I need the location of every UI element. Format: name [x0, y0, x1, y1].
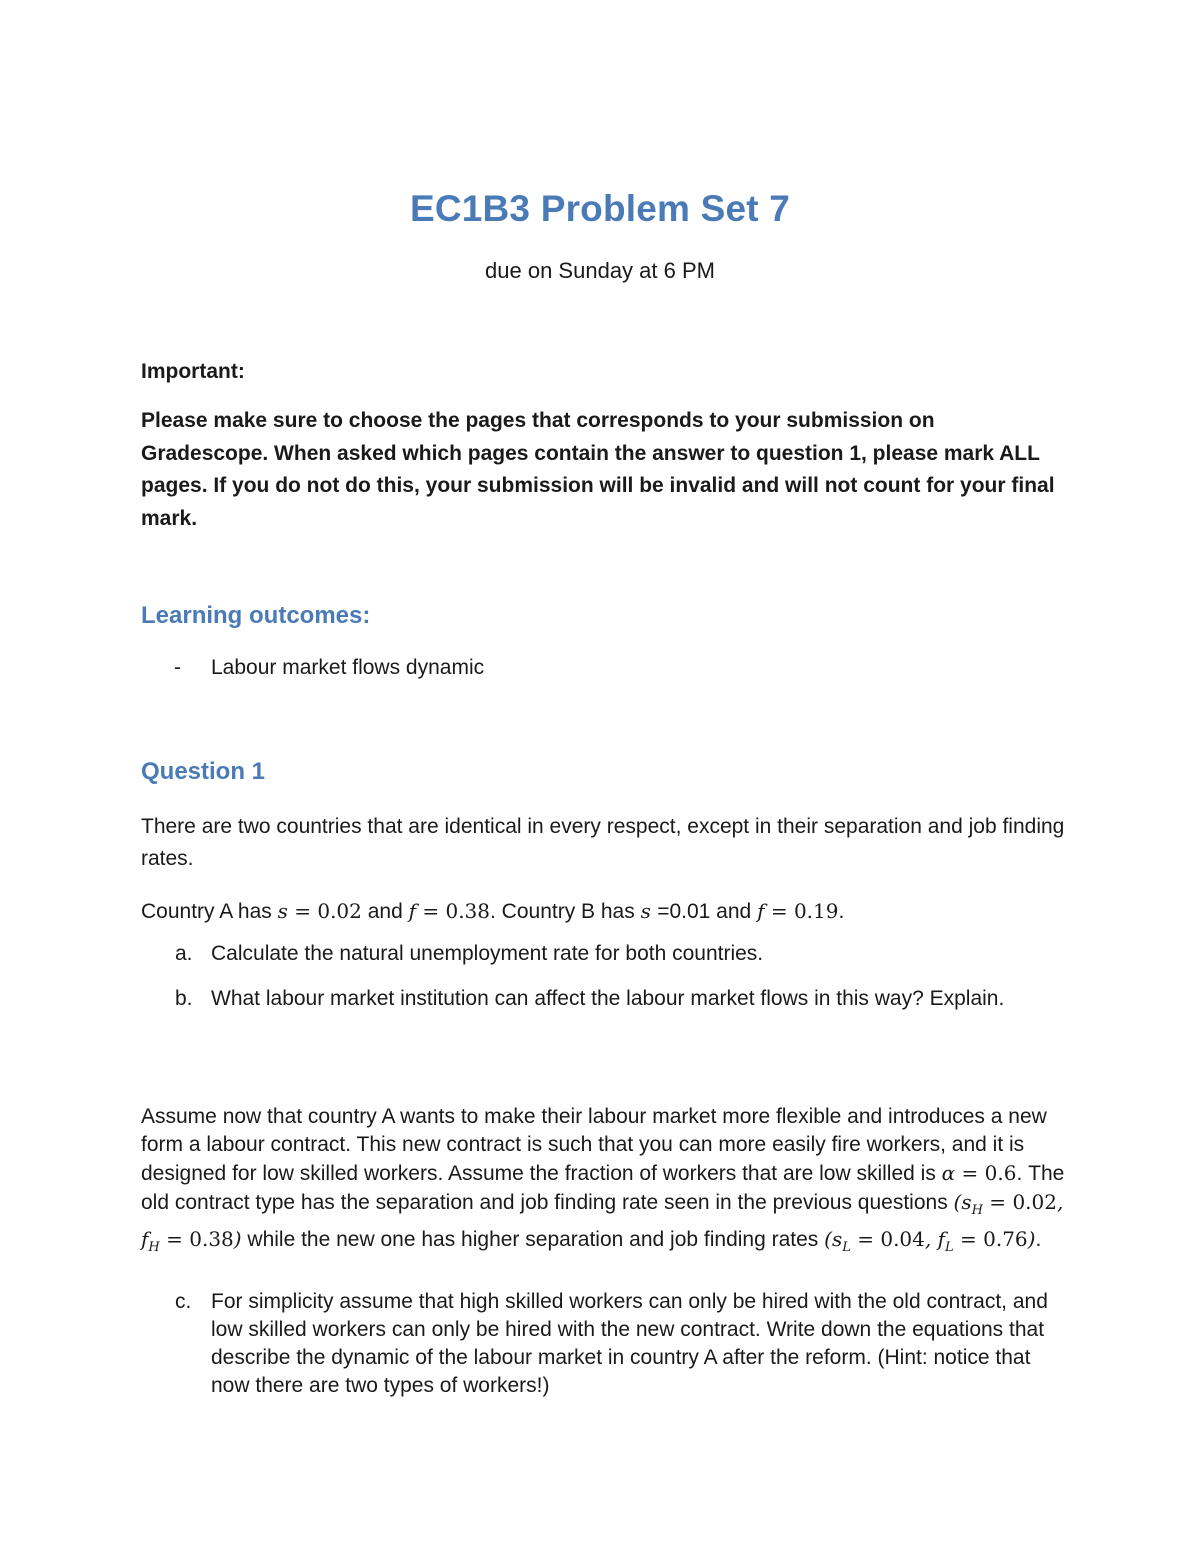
learning-outcomes-heading: Learning outcomes:: [141, 602, 371, 629]
reform-text-4: .: [1035, 1228, 1042, 1251]
country-a-finding: f = 0.38: [408, 899, 490, 923]
question-intro: There are two countries that are identical in every respect, except in their separation and job finding rates.: [141, 815, 1065, 870]
reform-paragraph: [141, 1103, 1066, 1262]
reform-text-1: Assume now that country A wants to make their labour market more flexible and introduces a new form a labour contract. This new contract is such that you can more easily fire workers, and it is designed for low skilled workers. Assume the fraction of workers that are low skilled is: [141, 1105, 1047, 1185]
country-rates-line: [141, 895, 1066, 928]
country-text-4: and: [710, 900, 758, 923]
alpha-value: α = 0.6: [941, 1161, 1017, 1185]
important-notice: Please make sure to choose the pages that corresponds to your submission on Gradescope. When asked which pages contain the answer to question 1, please mark ALL pages. If you do not do this, your submission will be invalid and will not count for your final mark.: [141, 409, 1055, 530]
item-text: Calculate the natural unemployment rate for both countries.: [211, 942, 764, 965]
item-marker: a.: [175, 942, 193, 965]
country-b-separation-value: =0.01: [657, 900, 711, 923]
country-text-1: Country A has: [141, 900, 278, 923]
due-date: due on Sunday at 6 PM: [485, 258, 715, 283]
reform-text-2: . The old contract type has the separation and job finding rate seen in the previous questions: [141, 1162, 1065, 1214]
country-a-separation: s = 0.02: [277, 899, 362, 923]
list-dash-marker: -: [174, 656, 181, 679]
item-marker: c.: [175, 1290, 192, 1313]
item-text: For simplicity assume that high skilled workers can only be hired with the old contract, and low skilled workers can only be hired with the new contract. Write down the equations that describe the dynamic of the labour market in country A after the reform. (Hint: notice that now there are two types of workers!): [211, 1290, 1048, 1397]
document-title: EC1B3 Problem Set 7: [409, 188, 791, 229]
country-b-separation: s: [640, 899, 658, 923]
country-text-2: and: [361, 900, 409, 923]
learning-outcome-text: Labour market flows dynamic: [211, 656, 485, 679]
country-text-5: .: [838, 900, 845, 923]
old-contract-rates: ($s_H = 0.02$, $f_H = 0.38$): [141, 1190, 1064, 1255]
country-b-finding: f = 0.19: [757, 899, 839, 923]
new-contract-rates: ($s_L = 0.04$, $f_L = 0.76$): [824, 1227, 1036, 1255]
country-text-3: . Country B has: [490, 900, 641, 923]
question-heading: Question 1: [141, 758, 266, 785]
item-marker: b.: [175, 987, 193, 1010]
item-text: What labour market institution can affect the labour market flows in this way? Explain.: [211, 987, 1005, 1010]
important-label: Important:: [141, 360, 245, 383]
reform-text-3: while the new one has higher separation and job finding rates: [241, 1228, 825, 1251]
